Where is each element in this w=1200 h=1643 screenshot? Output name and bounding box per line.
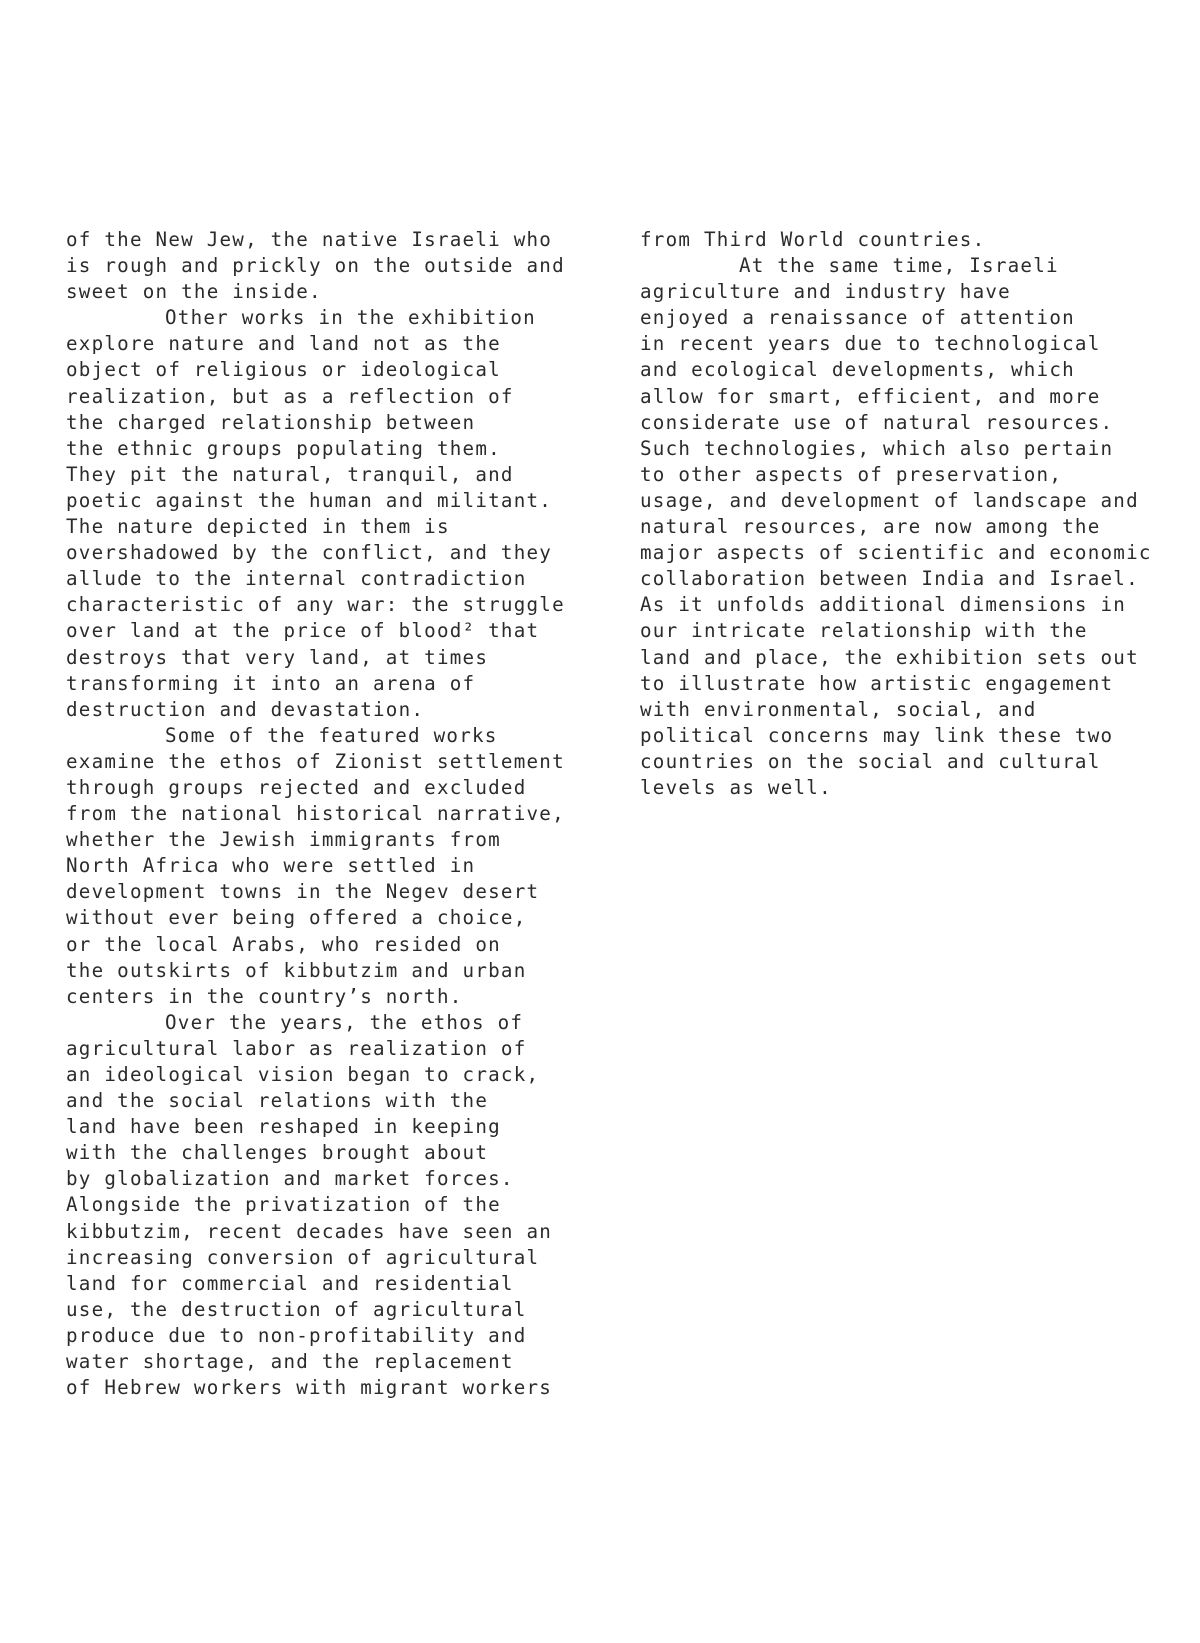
text-line: Other works in the exhibition [165, 306, 536, 330]
text-line: natural resources, are now among the [640, 515, 1101, 539]
text-line: the outskirts of kibbutzim and urban [66, 958, 527, 982]
text-line: destroys that very land, at times [66, 645, 489, 669]
text-line: the ethnic groups populating them. [66, 436, 501, 460]
text-line: or the local Arabs, who resided on [66, 932, 501, 956]
text-line: transforming it into an arena of [66, 671, 476, 695]
text-line: through groups rejected and excluded [66, 775, 527, 799]
text-line: whether the Jewish immigrants from [66, 828, 501, 852]
text-line: Such technologies, which also pertain [640, 436, 1114, 460]
text-line: land have been reshaped in keeping [66, 1115, 501, 1139]
text-line: levels as well. [640, 775, 832, 799]
text-line: development towns in the Negev desert [66, 880, 540, 904]
text-line: to other aspects of preservation, [640, 462, 1063, 486]
text-line: countries on the social and cultural [640, 749, 1101, 773]
text-line: overshadowed by the conflict, and they [66, 541, 553, 565]
text-line: realization, but as a reflection of [66, 384, 514, 408]
text-line: North Africa who were settled in [66, 854, 476, 878]
text-line: over land at the price of blood² that [66, 619, 540, 643]
text-line: water shortage, and the replacement [66, 1350, 514, 1374]
text-line: and ecological developments, which [640, 358, 1075, 382]
text-line: is rough and prickly on the outside and [66, 254, 565, 278]
text-line: land and place, the exhibition sets out [640, 645, 1139, 669]
text-line: collaboration between India and Israel. [640, 567, 1139, 591]
text-line: increasing conversion of agricultural [66, 1245, 540, 1269]
text-line: an ideological vision began to crack, [66, 1063, 540, 1086]
text-line: At the same time, Israeli [739, 254, 1059, 278]
text-line: The nature depicted in them is [66, 515, 450, 539]
text-line: without ever being offered a choice, [66, 906, 527, 930]
text-line: Some of the featured works [165, 723, 498, 747]
text-line: our intricate relationship with the [640, 619, 1088, 643]
text-line: with the challenges brought about [66, 1141, 489, 1165]
text-line: explore nature and land not as the [66, 332, 501, 356]
text-line: major aspects of scientific and economic [640, 541, 1152, 565]
text-line: and the social relations with the [66, 1089, 489, 1113]
text-line: enjoyed a renaissance of attention [640, 306, 1075, 330]
text-line: allow for smart, efficient, and more [640, 384, 1101, 408]
text-line: land for commercial and residential [66, 1271, 514, 1295]
text-line: with environmental, social, and [640, 697, 1037, 721]
text-line: of Hebrew workers with migrant workers [66, 1376, 553, 1400]
text-line: agricultural labor as realization of [66, 1036, 527, 1060]
text-line: of the New Jew, the native Israeli who [66, 228, 553, 251]
text-line: sweet on the inside. [66, 280, 322, 304]
text-line: poetic against the human and militant. [66, 488, 553, 512]
right-text-column [640, 227, 1152, 801]
text-line: Over the years, the ethos of [165, 1010, 524, 1034]
text-line: in recent years due to technological [640, 332, 1101, 356]
text-line: examine the ethos of Zionist settlement [66, 749, 565, 773]
text-line: political concerns may link these two [640, 723, 1114, 747]
text-line: Alongside the privatization of the [66, 1193, 501, 1217]
text-line: characteristic of any war: the struggle [66, 593, 565, 617]
text-line: centers in the country’s north. [66, 984, 463, 1008]
left-text-column [66, 227, 565, 1401]
text-line: the charged relationship between [66, 410, 476, 434]
text-line: considerate use of natural resources. [640, 410, 1114, 434]
text-line: to illustrate how artistic engagement [640, 671, 1114, 695]
text-line: They pit the natural, tranquil, and [66, 462, 514, 486]
text-line: destruction and devastation. [66, 697, 425, 721]
text-line: from Third World countries. [640, 228, 986, 251]
text-line: usage, and development of landscape and [640, 488, 1139, 512]
text-line: allude to the internal contradiction [66, 567, 527, 591]
text-line: by globalization and market forces. [66, 1167, 514, 1191]
text-line: object of religious or ideological [66, 358, 501, 382]
text-line: agriculture and industry have [640, 280, 1011, 304]
text-line: As it unfolds additional dimensions in [640, 593, 1127, 617]
text-line: use, the destruction of agricultural [66, 1297, 527, 1321]
text-line: from the national historical narrative, [66, 802, 565, 826]
text-line: kibbutzim, recent decades have seen an [66, 1219, 553, 1243]
text-line: produce due to non-profitability and [66, 1323, 527, 1347]
